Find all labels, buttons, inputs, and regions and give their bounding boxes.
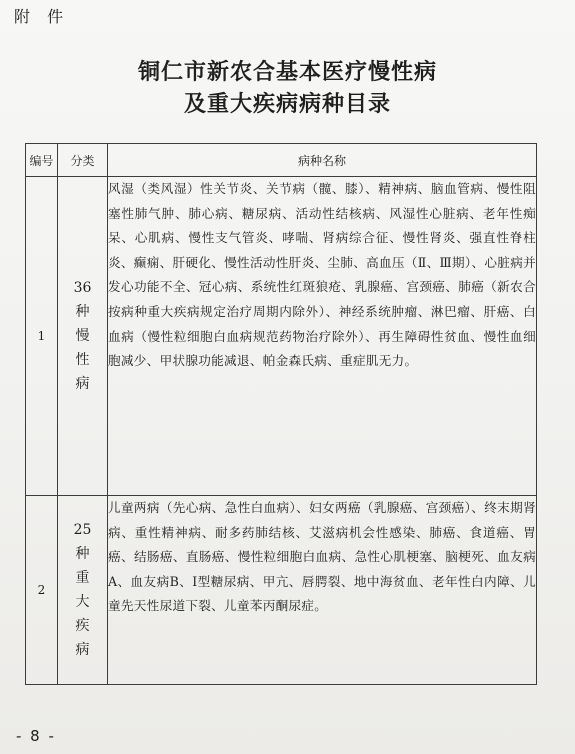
row-number: 2 — [26, 496, 58, 685]
title-line-2: 及重大疾病病种目录 — [183, 91, 391, 117]
category-line: 病 — [75, 642, 90, 658]
category-line: 25 — [73, 522, 92, 538]
category-line: 慢 — [75, 328, 90, 344]
row-number: 1 — [26, 177, 58, 496]
category-line: 大 — [75, 594, 90, 610]
attachment-label: 附 件 — [14, 7, 70, 26]
category-line: 性 — [75, 352, 90, 368]
category-line: 36 — [73, 280, 92, 296]
category-line: 疾 — [75, 618, 90, 634]
category-line: 种 — [75, 546, 90, 562]
document-title — [0, 56, 575, 120]
title-line-1: 铜仁市新农合基本医疗慢性病 — [137, 59, 437, 85]
disease-catalog-table — [25, 143, 537, 685]
category-line: 重 — [75, 570, 90, 586]
page-number: - 8 - — [16, 727, 56, 745]
table-header-row — [26, 144, 537, 177]
table-row — [26, 177, 537, 496]
header-category: 分类 — [58, 144, 108, 177]
category-line: 病 — [75, 376, 90, 392]
table-row — [26, 496, 537, 685]
category-line: 种 — [75, 304, 90, 320]
row-disease-list: 儿童两病（先心病、急性白血病）、妇女两癌（乳腺癌、宫颈癌）、终末期肾病、重性精神病、耐多药肺结核、艾滋病机会性感染、肺癌、食道癌、胃癌、结肠癌、直肠癌、慢性粒细胞白血病、急性心肌梗塞、脑梗死、血友病A、血友病B、Ⅰ型糖尿病、甲亢、唇腭裂、地中海贫血、老年性白内障、儿童先天性尿道下裂、儿童苯丙酮尿症。 — [108, 496, 537, 685]
row-category — [58, 496, 108, 685]
header-disease-names: 病种名称 — [108, 144, 537, 177]
row-disease-list: 风湿（类风湿）性关节炎、关节病（髋、膝）、精神病、脑血管病、慢性阻塞性肺气肿、肺心病、糖尿病、活动性结核病、风湿性心脏病、老年性痴呆、心肌病、慢性支气管炎、哮喘、肾病综合征、慢性肾炎、强直性脊柱炎、癫痫、肝硬化、慢性活动性肝炎、尘肺、高血压（Ⅱ、Ⅲ期）、心脏病并发心功能不全、冠心病、系统性红斑狼疮、乳腺癌、宫颈癌、肺癌（新农合按病种重大疾病规定治疗周期内除外）、神经系统肿瘤、淋巴瘤、肝癌、白血病（慢性粒细胞白血病规范药物治疗除外）、再生障碍性贫血、慢性血细胞减少、甲状腺功能减退、帕金森氏病、重症肌无力。 — [108, 177, 537, 496]
row-category — [58, 177, 108, 496]
header-number: 编号 — [26, 144, 58, 177]
